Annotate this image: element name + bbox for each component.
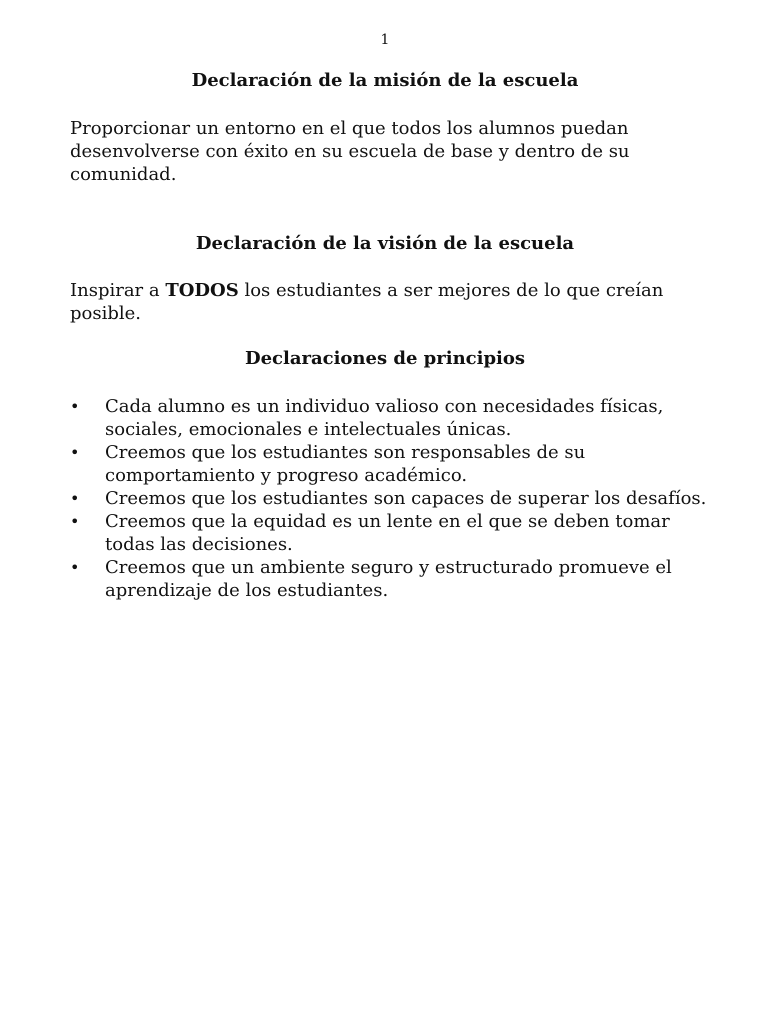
list-item	[70, 441, 710, 487]
list-item-text: Creemos que los estudiantes son responsables de su comportamiento y progreso académico.	[105, 442, 586, 486]
bullet-icon: •	[70, 512, 80, 531]
bullet-icon: •	[70, 558, 80, 577]
list-item-text: Cada alumno es un individuo valioso con necesidades físicas, sociales, emocionales e intelectuales únicas.	[105, 396, 664, 440]
bullet-icon: •	[70, 443, 80, 462]
page-number: 1	[380, 32, 390, 48]
mission-heading: Declaración de la misión de la escuela	[191, 70, 579, 91]
bullet-icon: •	[70, 397, 80, 416]
principles-list	[70, 395, 710, 602]
vision-text-before: Inspirar a	[70, 280, 166, 301]
list-item-text: Creemos que los estudiantes son capaces de superar los desafíos.	[105, 488, 707, 509]
list-item	[70, 395, 710, 441]
list-item	[70, 487, 710, 510]
principles-heading: Declaraciones de principios	[244, 348, 526, 369]
bullet-icon: •	[70, 489, 80, 508]
vision-text-emphasis: TODOS	[165, 280, 239, 301]
mission-text: Proporcionar un entorno en el que todos los alumnos puedan desenvolverse con éxito en su escuela de base y dentro de su comunidad.	[70, 118, 630, 185]
list-item	[70, 556, 710, 602]
vision-text	[70, 279, 690, 325]
vision-heading: Declaración de la visión de la escuela	[195, 233, 575, 254]
vision-text-after: los estudiantes a ser mejores de lo que creían posible.	[70, 280, 664, 324]
list-item-text: Creemos que la equidad es un lente en el que se deben tomar todas las decisiones.	[105, 511, 670, 555]
list-item-text: Creemos que un ambiente seguro y estructurado promueve el aprendizaje de los estudiantes.	[105, 557, 672, 601]
list-item	[70, 510, 710, 556]
